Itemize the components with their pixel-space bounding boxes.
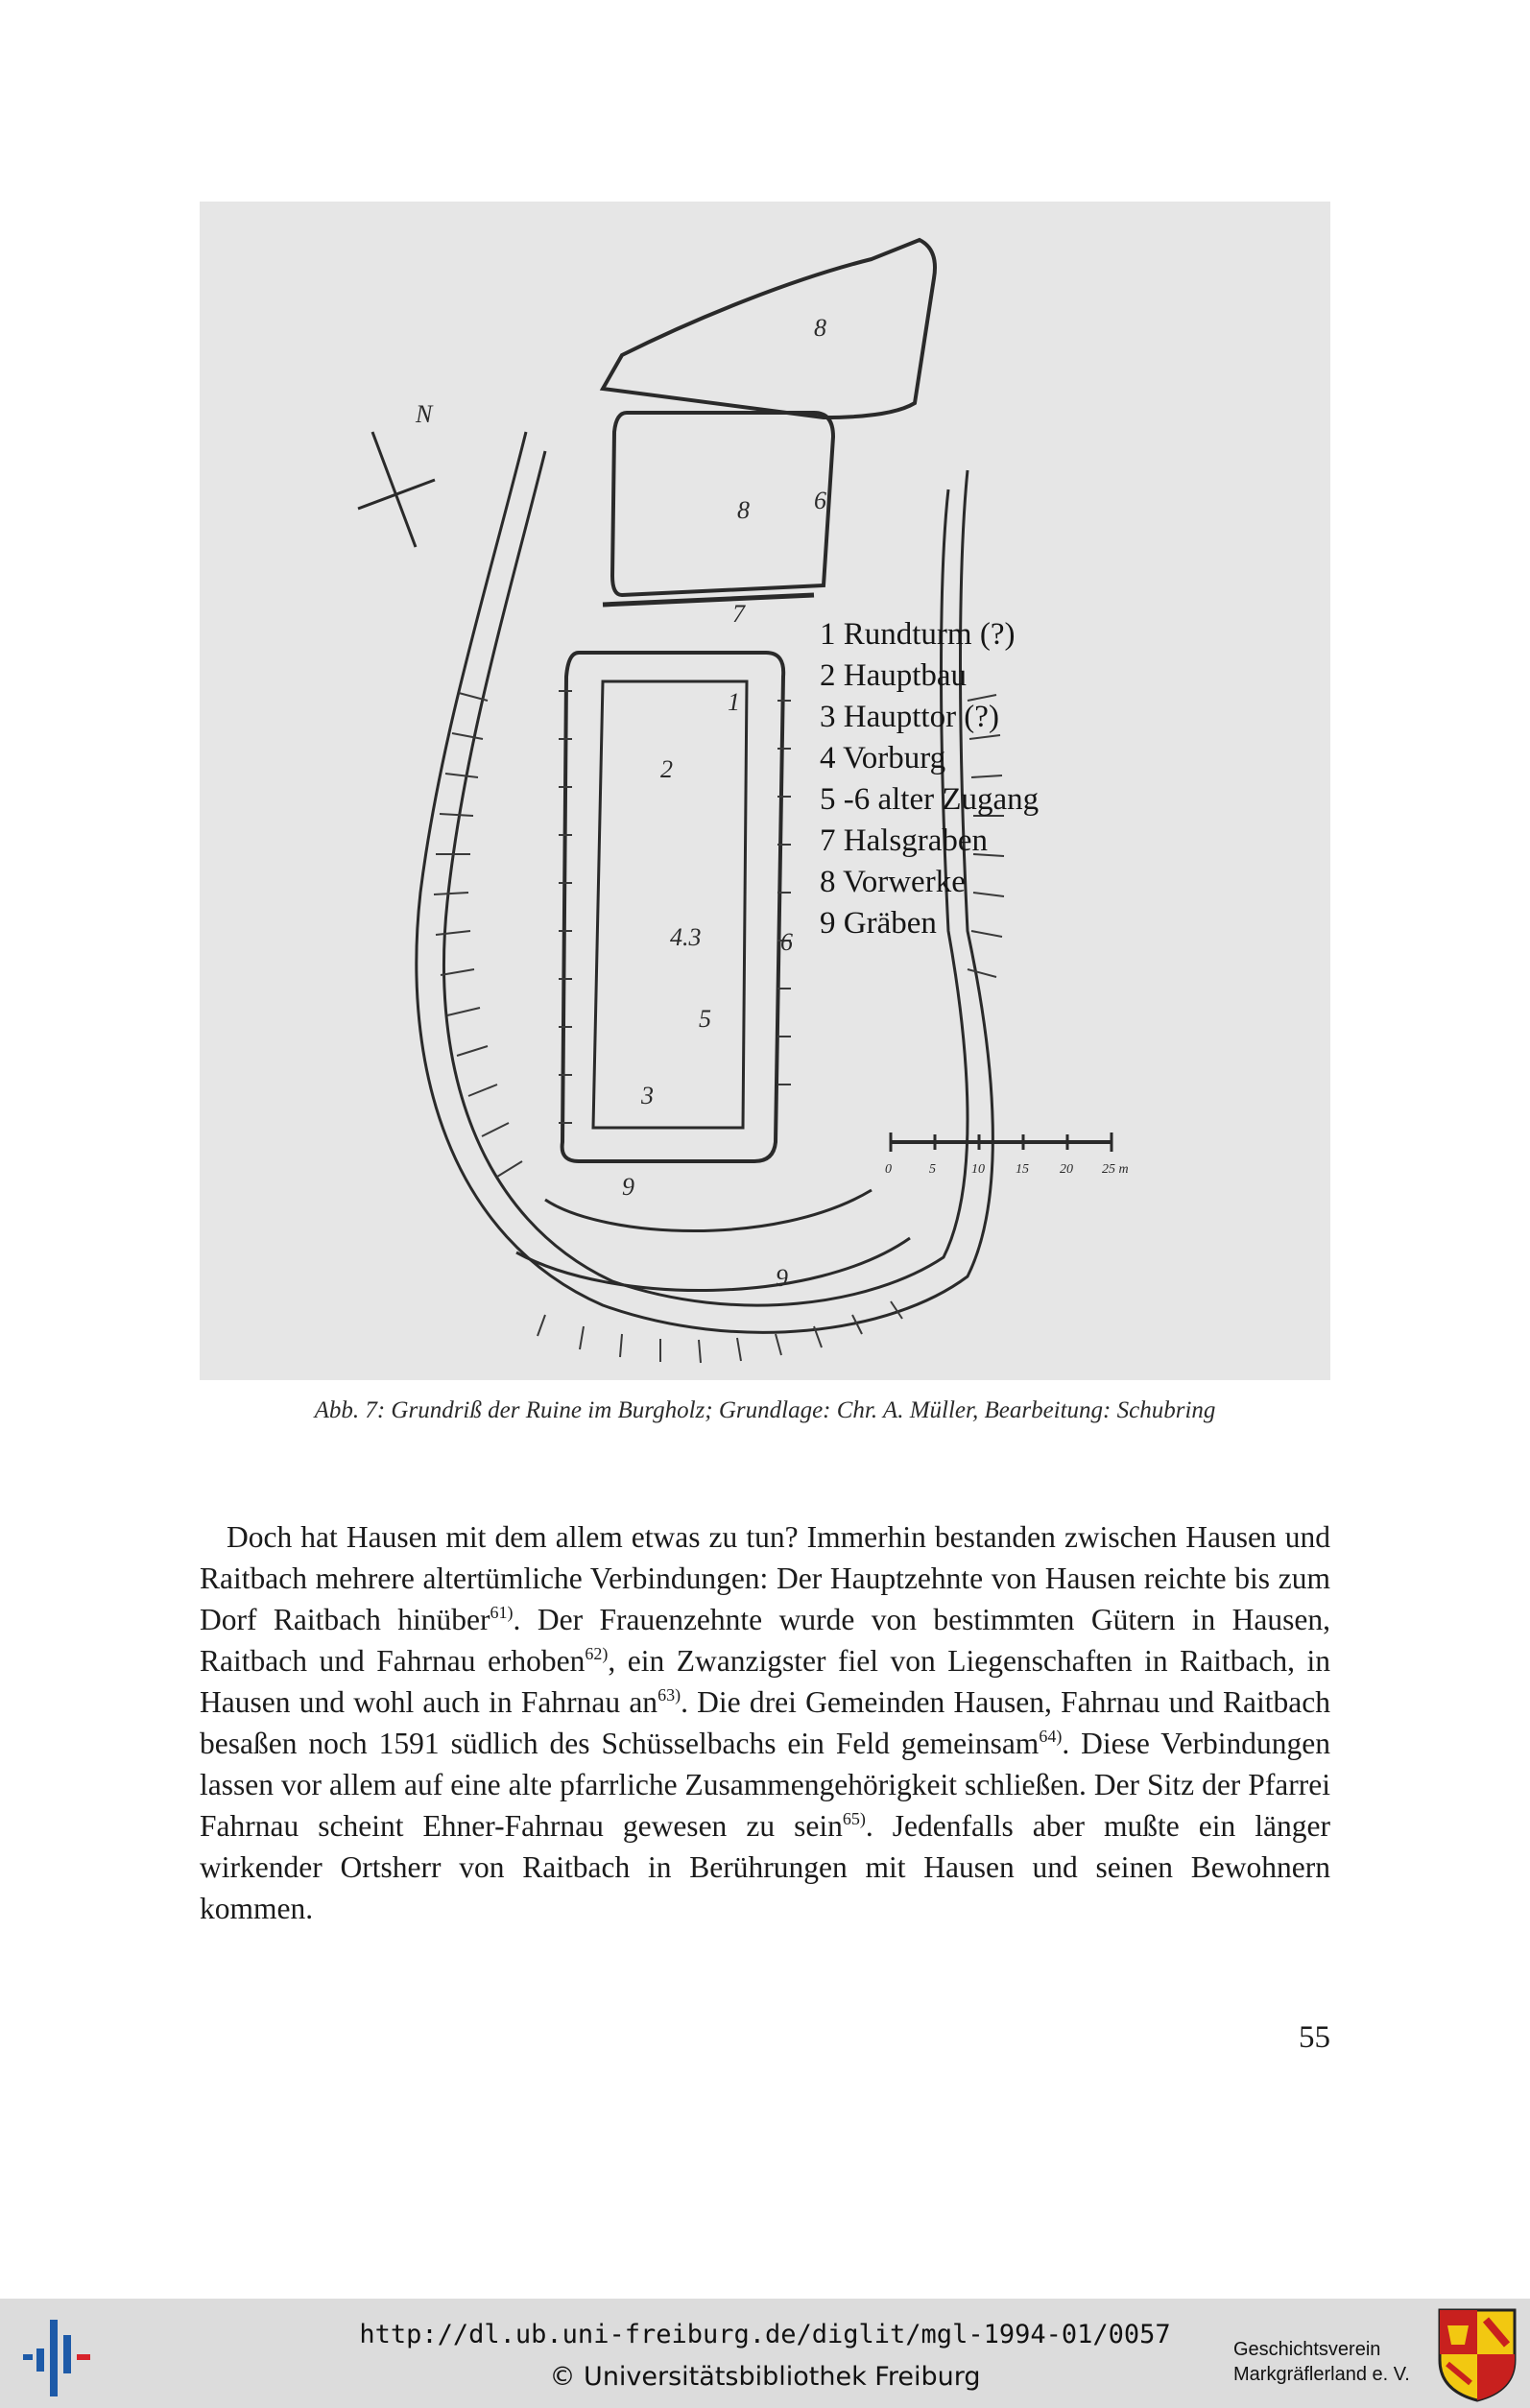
scale-label-15: 15 — [1016, 1162, 1029, 1177]
footnote-ref-61[interactable]: 61) — [490, 1603, 514, 1622]
plan-label-1: 1 — [728, 688, 740, 716]
text-segment: . Jedenfalls aber mußte ein länger wirkender Ortsherr von Raitbach in Berührungen mit Hausen und seinen Bewohnern kommen. — [200, 1809, 1330, 1925]
footnote-ref-62[interactable]: 62) — [585, 1644, 609, 1663]
society-name-line: Geschichtsverein — [1233, 2339, 1381, 2360]
footnote-ref-65[interactable]: 65) — [842, 1809, 866, 1828]
text-segment: Doch hat Hausen mit dem allem etwas zu tun? Immerhin bestanden zwischen Hausen und Raitbach mehrere altertümliche Verbindungen: Der Hauptzehnte von Hausen reichte bis zum Dorf Raitbach hinüber — [200, 1520, 1330, 1636]
plan-label-7: 7 — [732, 600, 745, 628]
figure-caption: Abb. 7: Grundriß der Ruine im Burgholz; Grundlage: Chr. A. Müller, Bearbeitung: Schubring — [314, 1397, 1216, 1423]
plan-label-9-upper: 9 — [622, 1173, 634, 1201]
text-segment: . Die drei Gemeinden Hausen, Fahrnau und Raitbach besaßen noch 1591 südlich des Schüsselbachs ein Feld gemeinsam — [200, 1685, 1331, 1760]
paragraph — [200, 1516, 1330, 1929]
page-number: 55 — [1299, 2020, 1330, 2055]
neck-ditch-7 — [603, 595, 814, 605]
plan-label-2: 2 — [660, 755, 673, 783]
document-url-link[interactable]: http://dl.ub.uni-freiburg.de/diglit/mgl-1994-01/0057 — [359, 2320, 1171, 2349]
legend-item: 1 Rundturm (?) — [820, 617, 1016, 652]
body-paragraph — [200, 1516, 1330, 1929]
text-segment: . Der Frauenzehnte wurde von bestimmten Gütern in Hausen, Raitbach und Fahrnau erhoben — [200, 1603, 1330, 1678]
forward-work-8-upper — [603, 240, 935, 417]
plan-label-6-upper: 6 — [814, 487, 826, 514]
scale-label-5: 5 — [929, 1162, 936, 1177]
plan-label-4-3: 4.3 — [670, 923, 702, 951]
legend-item: 2 Hauptbau — [820, 658, 968, 693]
forward-work-8-lower — [612, 413, 833, 595]
plan-label-8-upper: 8 — [814, 314, 826, 342]
copyright-notice: © Universitätsbibliothek Freiburg — [549, 2362, 981, 2392]
footer-bar — [0, 2299, 1530, 2408]
scale-label-20: 20 — [1060, 1162, 1073, 1177]
coat-of-arms-icon — [1436, 2306, 1518, 2402]
scale-label-25: 25 m — [1102, 1162, 1129, 1177]
main-enclosure-inner — [593, 681, 747, 1128]
plan-label-4: 5 — [699, 1005, 711, 1033]
plan-label-5: 3 — [641, 1082, 654, 1109]
footnote-ref-64[interactable]: 64) — [1039, 1727, 1063, 1746]
north-arrow-cross — [358, 480, 435, 509]
legend-item: 3 Haupttor (?) — [820, 700, 999, 734]
text-segment: , ein Zwanzigster fiel von Liegenschaften in Raitbach, in Hausen und wohl auch in Fahrnau an — [200, 1644, 1330, 1719]
ditch-9-line — [545, 1190, 872, 1231]
legend-item: 5 -6 alter Zugang — [820, 782, 1040, 817]
legend-item: 4 Vorburg — [820, 741, 946, 775]
castle-ruin-plan-figure — [200, 202, 1330, 1380]
ground-plan-drawing — [200, 202, 1330, 1380]
scale-label-10: 10 — [971, 1162, 985, 1177]
footnote-ref-63[interactable]: 63) — [657, 1685, 681, 1705]
text-segment: . Diese Verbindungen lassen vor allem auf eine alte pfarrliche Zusammengehörigkeit schließen. Der Sitz der Pfarrei Fahrnau scheint Ehner-Fahrnau gewesen zu sein — [200, 1727, 1330, 1843]
society-name-line: Markgräflerland e. V. — [1233, 2364, 1410, 2385]
plan-label-8-lower: 8 — [737, 496, 750, 524]
scale-label-0: 0 — [885, 1162, 892, 1177]
plan-labels — [415, 314, 826, 1292]
legend-item: 8 Vorwerke — [820, 865, 966, 899]
legend-item: 9 Gräben — [820, 906, 937, 941]
legend-item: 7 Halsgraben — [820, 823, 989, 858]
society-name — [1233, 2337, 1425, 2387]
plan-legend — [820, 614, 1039, 944]
plan-label-9-lower: 9 — [776, 1264, 788, 1292]
plan-label-6-lower: 6 — [780, 928, 793, 956]
scale-labels — [885, 1162, 1129, 1177]
ditch-9-line-2 — [516, 1238, 910, 1291]
north-label: N — [416, 400, 433, 428]
